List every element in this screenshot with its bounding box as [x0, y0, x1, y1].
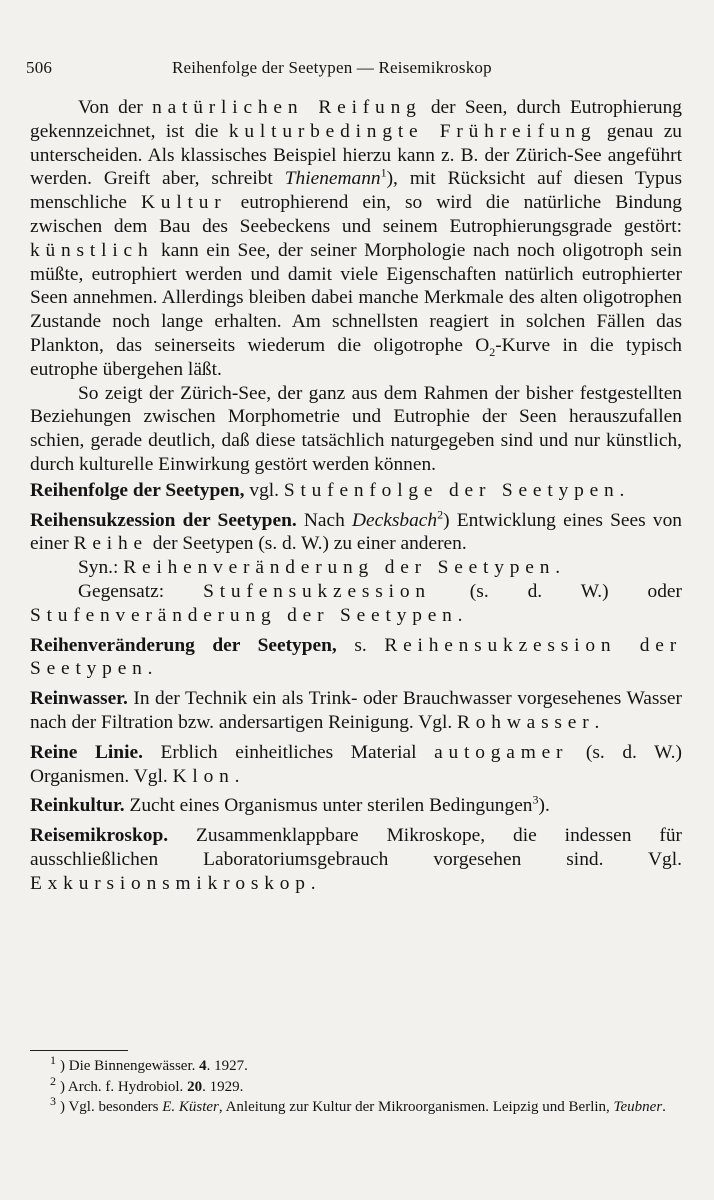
entry-reihensukzession [30, 509, 682, 557]
headword: Reine Linie. [30, 741, 143, 763]
spaced-term: autogamer [434, 741, 569, 763]
entry-reisemikroskop [30, 824, 682, 895]
paragraph-reifung [30, 96, 682, 382]
cross-reference: Exkursionsmikroskop [30, 872, 311, 894]
spaced-term: künstlich [30, 239, 154, 261]
volume-number: 4 [199, 1058, 207, 1074]
text-run: . [310, 872, 316, 894]
author-name: E. Küster [162, 1099, 219, 1115]
cross-reference: Klon [172, 765, 235, 787]
text-run: Von der [78, 97, 153, 118]
author-name: Decksbach [352, 509, 438, 531]
headword: Reihensukzession der Seetypen. [30, 509, 297, 531]
headword: Reinkultur. [30, 795, 125, 817]
spaced-term: natürlichen Reifung [152, 97, 422, 118]
text-run: ) Die Binnengewässer. [60, 1058, 200, 1074]
running-header [26, 58, 666, 78]
text-run: Zucht eines Organismus unter sterilen Bedingungen [124, 795, 533, 817]
headword: Reihenveränderung der Seetypen, [30, 634, 337, 656]
page-number: 506 [26, 58, 53, 77]
footnote-ref: 1 [380, 165, 387, 180]
headword: Reinwasser. [30, 688, 128, 710]
cross-reference: Stufenfolge der Seetypen [283, 479, 620, 501]
footnote-divider [30, 1050, 128, 1051]
text-run: . [457, 604, 463, 626]
footnote-marker: 3 [50, 1094, 56, 1108]
entry-reinwasser [30, 687, 682, 735]
synonym-line [30, 556, 682, 580]
text-run: . [234, 765, 240, 787]
running-title: Reihenfolge der Seetypen — Reisemikroskop [172, 58, 492, 77]
text-run: Syn.: [78, 557, 124, 579]
footnote-ref: 3 [532, 792, 539, 807]
text-run: . [555, 557, 561, 579]
text-run: genau zu unterscheiden. Als klassisches Beispiel hierzu kann z. B. der Zürich-See angeführt werden. Greift aber, schreibt [30, 120, 683, 190]
entry-reihenveraenderung [30, 634, 682, 682]
footnote-ref: 2 [437, 507, 444, 522]
spaced-term: Reihe [73, 533, 148, 555]
entry-reihenfolge [30, 479, 682, 503]
footnote-3 [30, 1094, 690, 1118]
footnote-marker: 2 [50, 1073, 56, 1088]
text-run: . [147, 658, 153, 680]
text-run: Erblich einheitliches Material [142, 741, 435, 763]
spaced-term: kulturbedingte Frühreifung [228, 120, 597, 142]
text-run: (s. d. W.) Organismen. Vgl. [30, 741, 682, 787]
headword: Reihenfolge der Seetypen, [30, 479, 245, 501]
publisher-name: Teubner [613, 1099, 663, 1115]
text-run: ). [538, 795, 550, 817]
text-run: . [594, 711, 600, 733]
paragraph-zuerich-see: So zeigt der Zürich-See, der ganz aus dem Rahmen der bisher festgestellten Beziehungen zwischen Morphometrie und Eutrophie der Seen herauszufallen schien, gerade deutlich, daß diese tatsächlich naturgegeben sind und nur künstlich, durch kulturelle Einwirkung gestört werden können. [30, 382, 682, 475]
text-run: Nach [296, 509, 353, 531]
footnote-2 [30, 1073, 690, 1098]
footnotes [30, 1053, 690, 1118]
cross-reference: Stufensukzession [203, 580, 431, 602]
text-run: ) Vgl. besonders [60, 1099, 163, 1115]
main-text [30, 96, 682, 896]
text-run: . [619, 479, 625, 501]
text-run: . 1927. [206, 1058, 248, 1074]
text-run: eutrophierend ein, so wird die natürliche Bindung zwischen dem Bau des Seebeckens und seinem Eutrophierungsgrade gestört: [30, 192, 682, 237]
footnote-marker: 1 [50, 1053, 56, 1067]
text-run: ) Arch. f. Hydrobiol. [60, 1078, 188, 1095]
headword: Reisemikroskop. [30, 825, 169, 847]
text-run: In der Technik ein als Trink- oder Brauchwasser vorgesehenes Wasser nach der Filtration bzw. andersartigen Reinigung. Vgl. [30, 688, 682, 733]
text-run: (s. d. W.) oder [430, 580, 682, 602]
entry-reinkultur [30, 794, 682, 818]
text-run: vgl. [244, 479, 284, 501]
text-run: . 1929. [202, 1078, 244, 1095]
text-run: kann ein See, der seiner Morphologie nach noch oligotroph sein müßte, eutrophiert werden und damit viele Eigenschaften natürlich eutrophierter Seen annehmen. Allerdings bleiben dabei manche Merkmale des alten oligotrophen Zustande noch lange erhalten. Am schnellsten reagiert in solchen Fällen das Plankton, das seinerseits wiederum die oligotrophe O [30, 239, 682, 356]
text-run: Gegensatz: [78, 580, 204, 602]
volume-number: 20 [187, 1078, 203, 1095]
entry-reine-linie [30, 741, 682, 789]
antonym-line [30, 580, 682, 628]
cross-reference: Stufenveränderung der Seetypen [30, 604, 458, 626]
text-run: -Kurve in die typisch eutrophe übergehen läßt. [30, 334, 683, 380]
text-run: , Anleitung zur Kultur der Mikroorganismen. Leipzig und Berlin, [218, 1099, 614, 1115]
subscript: 2 [489, 344, 496, 359]
text-run: Zusammenklappbare Mikroskope, die indessen für ausschließlichen Laboratoriumsgebrauch vorgesehen sind. Vgl. [30, 825, 682, 870]
cross-reference: Reihenveränderung der Seetypen [123, 557, 556, 579]
text-run: s. [336, 634, 385, 656]
text-run: ) Entwicklung eines Sees von einer [30, 509, 682, 555]
author-name: Thienemann [284, 168, 381, 190]
cross-reference: Rohwasser [457, 711, 595, 733]
text-run: der Seetypen (s. d. W.) zu einer anderen. [147, 533, 467, 555]
text-run: der Seen, durch Eutrophierung gekennzeichnet, ist die [30, 97, 682, 142]
text-run: ), mit Rücksicht auf diesen Typus menschliche [30, 168, 682, 214]
text-run: . [662, 1099, 666, 1115]
footnote-1 [30, 1053, 690, 1077]
spaced-term: Kultur [140, 192, 227, 214]
cross-reference: Reihensukzession der Seetypen [30, 634, 683, 680]
